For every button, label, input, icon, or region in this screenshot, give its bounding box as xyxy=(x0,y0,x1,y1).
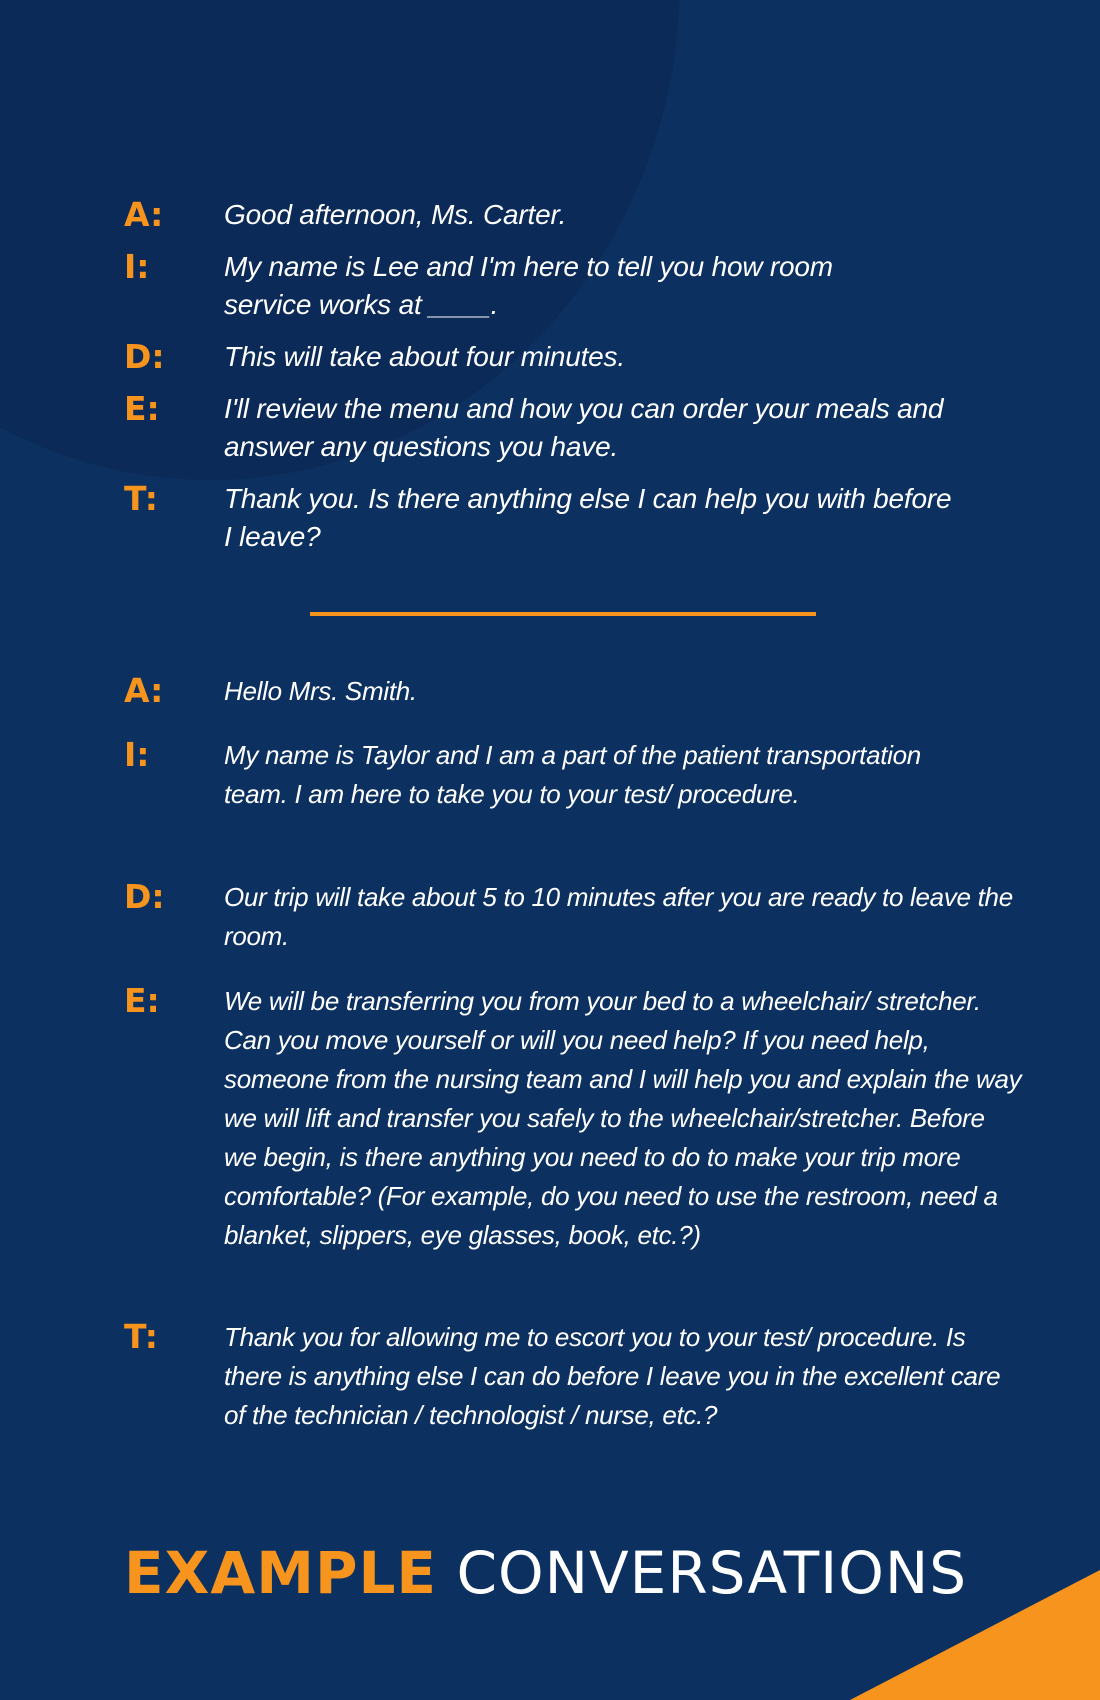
step-letter: A: xyxy=(124,195,164,234)
step-text: Hello Mrs. Smith. xyxy=(224,676,417,706)
step-letter: E: xyxy=(124,389,160,428)
step-text: This will take about four minutes. xyxy=(224,341,625,372)
step-text: Thank you for allowing me to escort you to your test/ procedure. Is there is anything else I can do before I leave you in the excellent care of the technician / technologist / nurse, etc.? xyxy=(224,1322,1001,1430)
step-text: My name is Lee and I'm here to tell you how room service works at ____. xyxy=(224,251,833,320)
step-letter: T: xyxy=(124,1317,158,1356)
step-letter: D: xyxy=(124,877,165,916)
step-text: Thank you. Is there anything else I can help you with before I leave? xyxy=(224,483,952,552)
step-letter: I: xyxy=(124,247,150,286)
step-text: We will be transferring you from your bed to a wheelchair/ stretcher. Can you move yourself or will you need help? If you need help, someone from the nursing team and I will help you and explain the way we will lift and transfer you safely to the wheelchair/stretcher. Before we begin, is there anything you need to do to make your trip more comfortable? (For example, do you need to use the restroom, need a blanket, slippers, eye glasses, book, etc.?) xyxy=(224,986,1022,1250)
step-text: Good afternoon, Ms. Carter. xyxy=(224,199,567,230)
page-title-strong: EXAMPLE xyxy=(124,1539,438,1607)
step-letter: I: xyxy=(124,735,150,774)
step-letter: T: xyxy=(124,479,158,518)
step-text: My name is Taylor and I am a part of the patient transportation team. I am here to take you to your test/ procedure. xyxy=(224,740,921,809)
section-divider xyxy=(310,612,816,616)
step-text: I'll review the menu and how you can order your meals and answer any questions you have. xyxy=(224,393,944,462)
page-title-light: CONVERSATIONS xyxy=(456,1539,968,1607)
step-letter: A: xyxy=(124,671,164,710)
page-title xyxy=(124,1538,967,1608)
step-letter: D: xyxy=(124,337,165,376)
step-text: Our trip will take about 5 to 10 minutes after you are ready to leave the room. xyxy=(224,882,1013,951)
step-letter: E: xyxy=(124,981,160,1020)
